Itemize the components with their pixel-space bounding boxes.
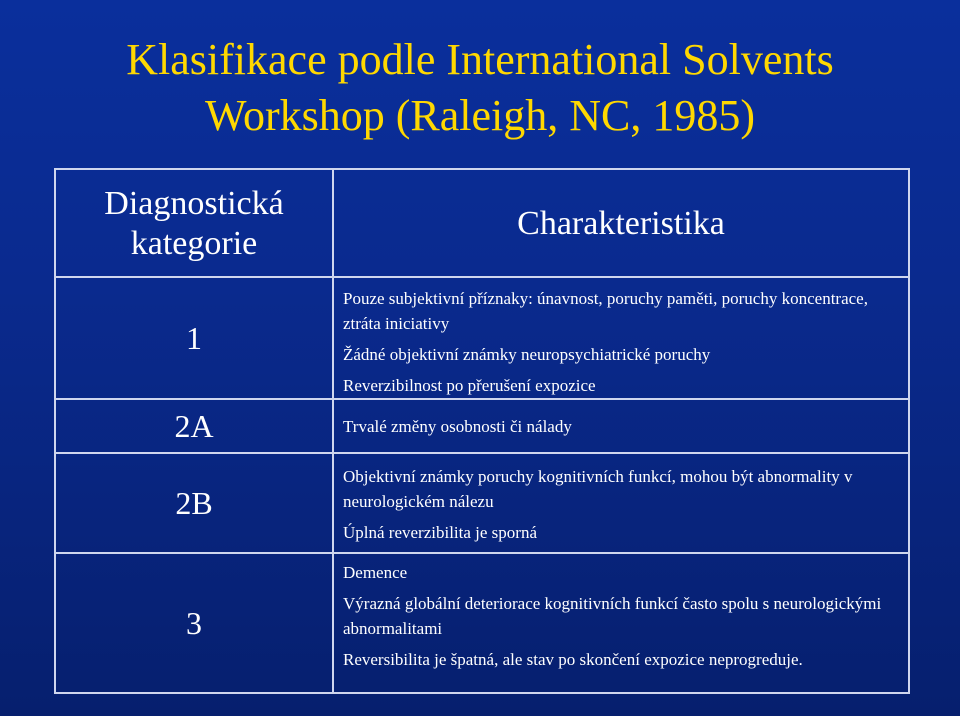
category-3: 3 [186, 604, 202, 641]
category-2a: 2A [174, 407, 214, 444]
characteristic-item: Reverzibilnost po přerušení expozice [343, 376, 596, 395]
characteristic-item: Pouze subjektivní příznaky: únavnost, poruchy paměti, poruchy koncentrace, ztráta iniciativy [343, 289, 868, 333]
header-category-line-2: kategorie [130, 225, 258, 262]
header-category-line-1: Diagnostická [104, 185, 284, 222]
characteristics-2b [334, 454, 908, 552]
category-1: 1 [186, 319, 202, 356]
characteristic-item: Žádné objektivní známky neuropsychiatrické poruchy [343, 345, 711, 364]
classification-table [54, 168, 910, 694]
category-2b: 2B [175, 484, 213, 521]
characteristic-item: Objektivní známky poruchy kognitivních funkcí, mohou být abnormality v neurologickém nálezu [343, 467, 853, 511]
slide-title-line-2: Workshop (Raleigh, NC, 1985) [204, 91, 756, 140]
characteristic-item: Demence [343, 563, 408, 582]
slide-title [0, 32, 960, 144]
header-characteristics: Charakteristika [517, 205, 725, 242]
characteristics-3 [334, 554, 908, 692]
characteristic-item: Výrazná globální deteriorace kognitivních funkcí často spolu s neurologickými abnormalitami [343, 594, 882, 638]
characteristic-item: Trvalé změny osobnosti či nálady [343, 417, 572, 436]
header-category [56, 170, 332, 278]
characteristics-2a [334, 400, 908, 452]
characteristic-item: Úplná reverzibilita je sporná [343, 523, 538, 542]
characteristics-1 [334, 278, 908, 398]
characteristic-item: Reversibilita je špatná, ale stav po skončení expozice neprogreduje. [343, 650, 803, 669]
slide-title-line-1: Klasifikace podle International Solvents [126, 35, 834, 84]
